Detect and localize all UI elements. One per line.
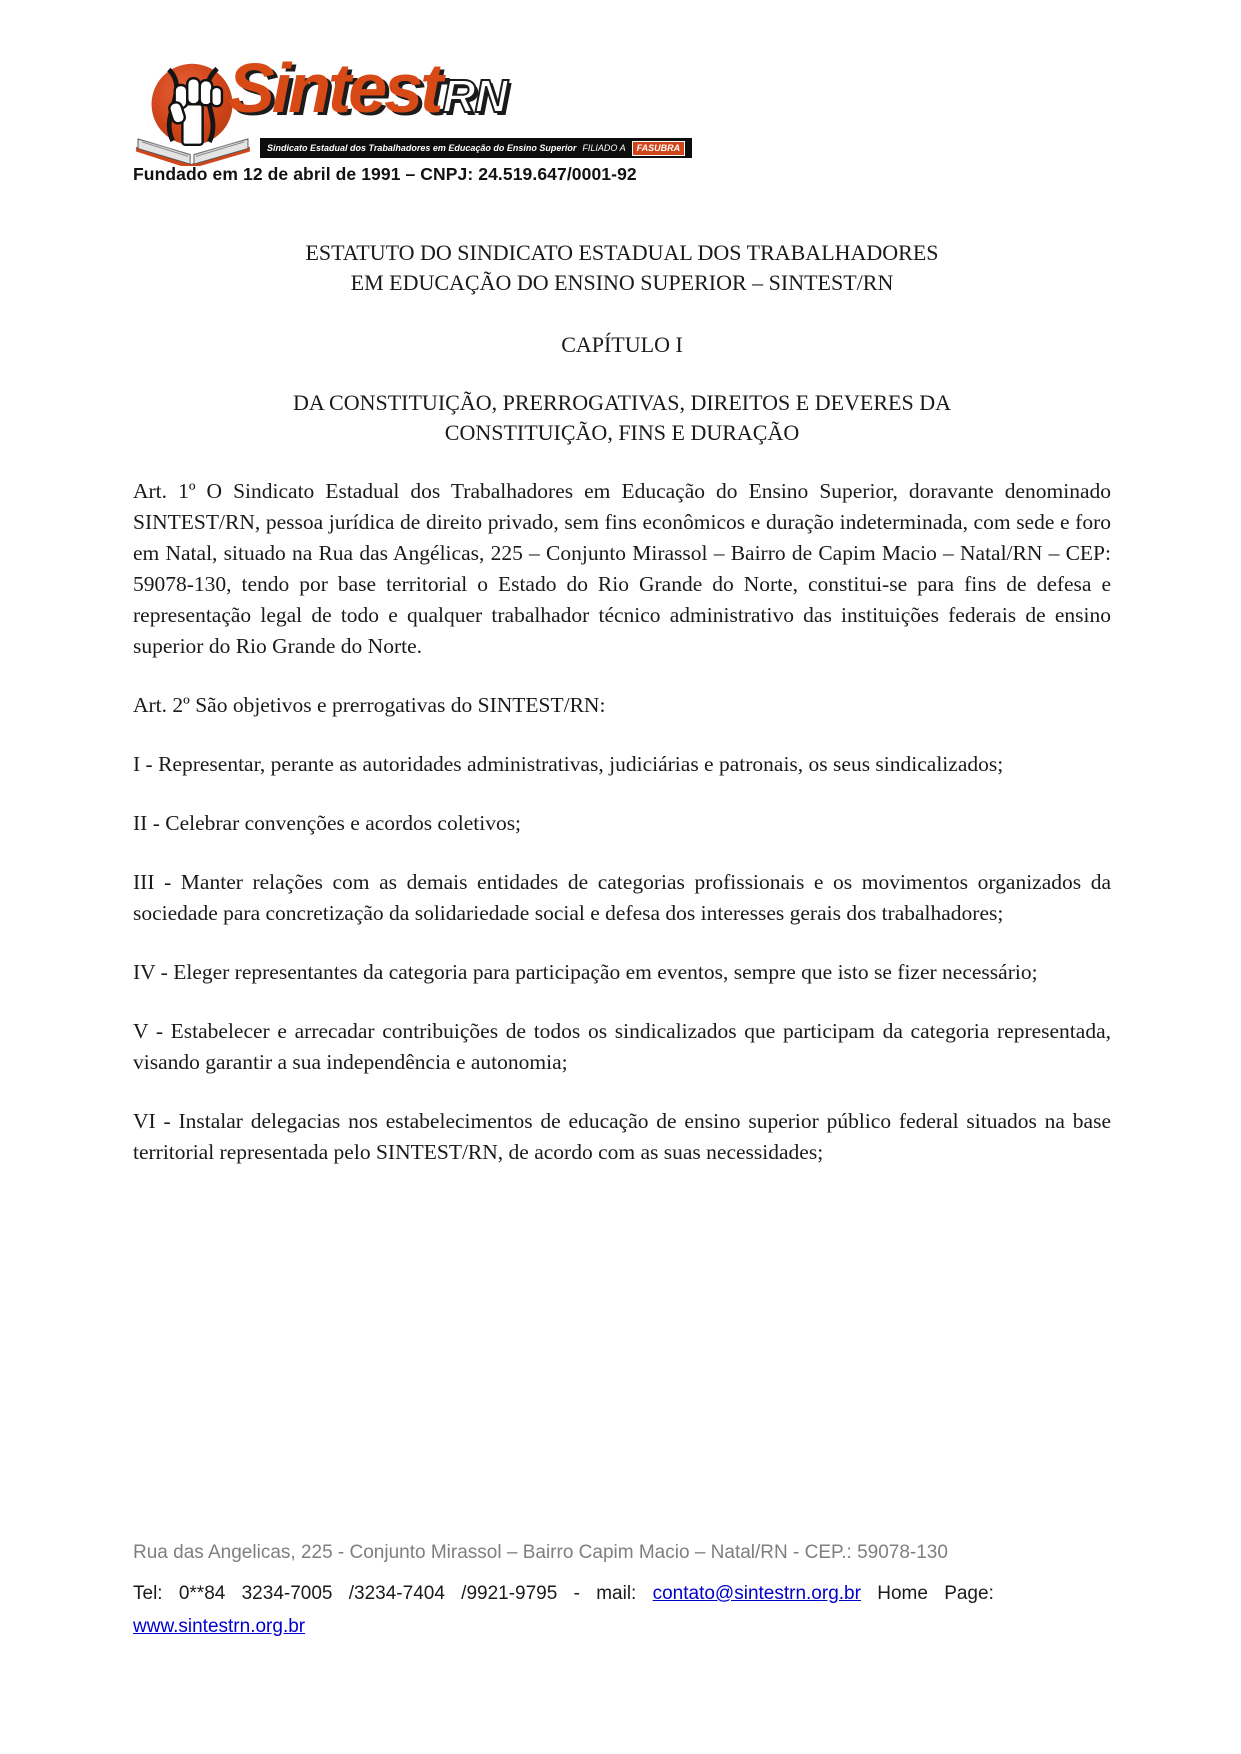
paragraph-item-iv: IV - Eleger representantes da categoria para participação em eventos, sempre que isto se fizer necessário; xyxy=(133,960,1038,984)
logo-tagline: Sindicato Estadual dos Trabalhadores em Educação do Ensino Superior xyxy=(267,143,577,153)
brand-name: Sintest xyxy=(228,49,441,127)
section-heading-line2: CONSTITUIÇÃO, FINS E DURAÇÃO xyxy=(444,420,800,445)
letterhead-footer xyxy=(133,1541,1111,1643)
document-title xyxy=(133,238,1111,298)
paragraph-item-i: I - Representar, perante as autoridades administrativas, judiciárias e patronais, os seus sindicalizados; xyxy=(133,752,1004,776)
statute-body xyxy=(133,238,1111,1168)
section-heading xyxy=(133,388,1111,448)
brand-suffix: RN xyxy=(442,70,507,122)
brand-wordmark xyxy=(228,48,507,128)
footer-address: Rua das Angelicas, 225 - Conjunto Mirassol – Bairro Capim Macio – Natal/RN - CEP.: 59078-130 xyxy=(133,1542,948,1563)
paragraph-art-2: Art. 2º São objetivos e prerrogativas do SINTEST/RN: xyxy=(133,693,606,717)
document-title-line1: ESTATUTO DO SINDICATO ESTADUAL DOS TRABALHADORES xyxy=(305,240,939,265)
section-heading-line1: DA CONSTITUIÇÃO, PRERROGATIVAS, DIREITOS E DEVERES DA xyxy=(292,390,951,415)
founded-cnpj-line: Fundado em 12 de abril de 1991 – CNPJ: 24.519.647/0001-92 xyxy=(133,164,637,184)
affiliation-badge: FASUBRA xyxy=(632,141,686,156)
paragraph-item-iii: III - Manter relações com as demais entidades de categorias profissionais e os movimentos organizados da sociedade para concretização da solidariedade social e defesa dos interesses gerais dos trabalhadores; xyxy=(133,870,1111,925)
sintest-logo xyxy=(128,49,681,166)
footer-phone-text: Tel: 0**84 3234-7005 /3234-7404 /9921-9795 - mail: xyxy=(133,1583,637,1604)
footer-homepage-label: Home Page: xyxy=(877,1583,994,1604)
paragraph-item-v: V - Estabelecer e arrecadar contribuições de todos os sindicalizados que participam da categoria representada, visando garantir a sua independência e autonomia; xyxy=(133,1019,1111,1074)
logo-tagline-bar xyxy=(260,138,692,158)
affiliation-prefix: FILIADO A xyxy=(582,143,626,153)
footer-contact-line xyxy=(133,1577,1111,1643)
footer-website-link[interactable]: www.sintestrn.org.br xyxy=(133,1616,306,1637)
document-title-line2: EM EDUCAÇÃO DO ENSINO SUPERIOR – SINTEST/RN xyxy=(350,270,894,295)
paragraph-item-vi: VI - Instalar delegacias nos estabelecimentos de educação de ensino superior público federal situados na base territorial representada pelo SINTEST/RN, de acordo com as suas necessidades; xyxy=(133,1109,1111,1164)
paragraph-item-ii: II - Celebrar convenções e acordos coletivos; xyxy=(133,811,522,835)
footer-email-link[interactable]: contato@sintestrn.org.br xyxy=(652,1583,861,1604)
paragraph-art-1: Art. 1º O Sindicato Estadual dos Trabalhadores em Educação do Ensino Superior, doravante denominado SINTEST/RN, pessoa jurídica de direito privado, sem fins econômicos e duração indeterminada, com sede e foro em Natal, situado na Rua das Angélicas, 225 – Conjunto Mirassol – Bairro de Capim Macio – Natal/RN – CEP: 59078-130, tendo por base territorial o Estado do Rio Grande do Norte, constitui-se para fins de defesa e representação legal de todo e qualquer trabalhador técnico administrativo das instituições federais de ensino superior do Rio Grande do Norte. xyxy=(133,479,1111,658)
chapter-heading: CAPÍTULO I xyxy=(561,332,683,357)
